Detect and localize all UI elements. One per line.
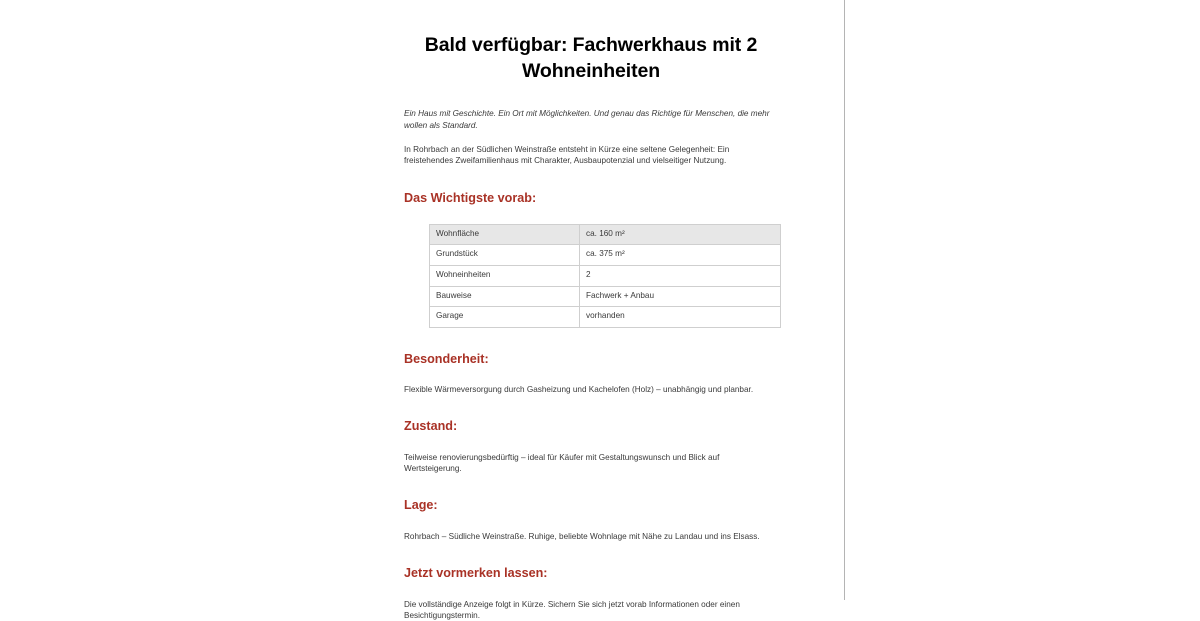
table-row [430, 286, 781, 307]
spec-table-body [430, 224, 781, 327]
table-row [430, 307, 781, 328]
page-title: Bald verfügbar: Fachwerkhaus mit 2 Wohneinheiten [424, 34, 758, 82]
spec-key: Wohneinheiten [430, 266, 580, 287]
spec-key: Grundstück [430, 245, 580, 266]
spec-key: Wohnfläche [430, 224, 580, 245]
table-row [430, 266, 781, 287]
spec-key: Garage [430, 307, 580, 328]
spec-value: vorhanden [580, 307, 781, 328]
section-body-zustand: Teilweise renovierungsbedürftig – ideal für Käufer mit Gestaltungswunsch und Blick auf Wertsteigerung. [404, 452, 720, 473]
section-heading-lage: Lage: [404, 498, 438, 513]
section-heading-jetzt: Jetzt vormerken lassen: [404, 565, 548, 580]
spec-key: Bauweise [430, 286, 580, 307]
spec-value: ca. 375 m² [580, 245, 781, 266]
section-heading-wichtigste: Das Wichtigste vorab: [404, 191, 537, 206]
empty-side-panel [845, 0, 1200, 600]
intro-paragraph: In Rohrbach an der Südlichen Weinstraße entsteht in Kürze eine seltene Gelegenheit: Ein freistehendes Zweifamilienhaus mit Charakter, Ausbaupotenzial und vielseitiger Nutzung. [404, 144, 730, 165]
table-row [430, 245, 781, 266]
spec-table-container [404, 207, 778, 328]
property-spec-table [429, 224, 781, 328]
spec-value: Fachwerk + Anbau [580, 286, 781, 307]
section-heading-besonderheit: Besonderheit: [404, 352, 489, 367]
lede-paragraph: Ein Haus mit Geschichte. Ein Ort mit Möglichkeiten. Und genau das Richtige für Menschen, die mehr wollen als Standard. [404, 109, 770, 130]
spec-value: ca. 160 m² [580, 224, 781, 245]
table-row [430, 224, 781, 245]
section-body-besonderheit: Flexible Wärmeversorgung durch Gasheizung und Kachelofen (Holz) – unabhängig und planbar. [404, 384, 754, 394]
document-content-column [404, 0, 778, 621]
section-body-jetzt: Die vollständige Anzeige folgt in Kürze. Sichern Sie sich jetzt vorab Informationen oder einen Besichtigungstermin. [404, 599, 740, 620]
section-body-lage: Rohrbach – Südliche Weinstraße. Ruhige, beliebte Wohnlage mit Nähe zu Landau und ins Elsass. [404, 531, 760, 541]
section-heading-zustand: Zustand: [404, 419, 458, 433]
spec-value: 2 [580, 266, 781, 287]
